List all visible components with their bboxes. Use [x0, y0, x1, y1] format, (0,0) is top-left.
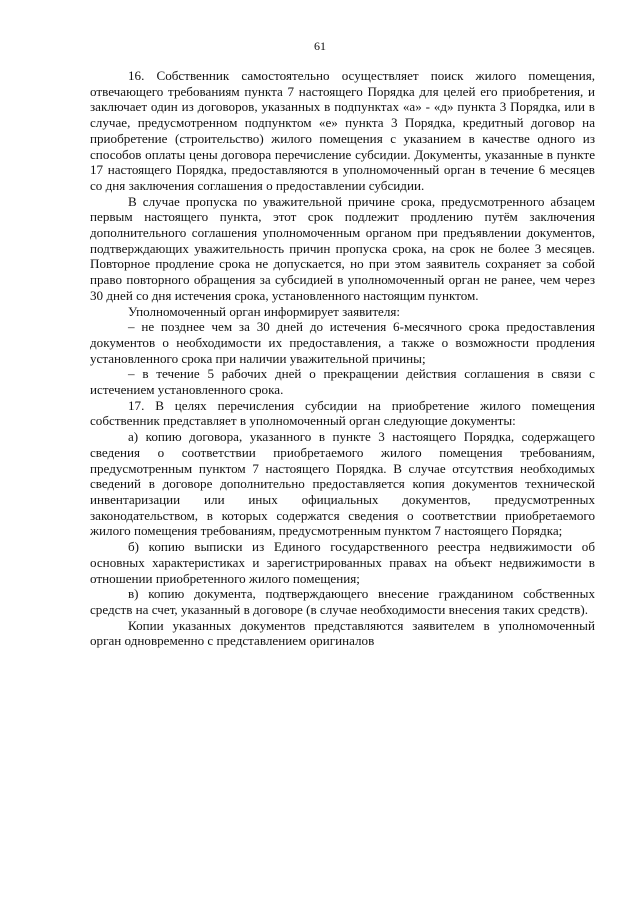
paragraph-17-v: в) копию документа, подтверждающего внесение гражданином собственных средств на счет, указанный в договоре (в случае необходимости внесения таких средств). [90, 586, 595, 617]
paragraph-inform-item-2: – в течение 5 рабочих дней о прекращении действия соглашения в связи с истечением установленного срока. [90, 366, 595, 398]
paragraph-17-b: б) копию выписки из Единого государственного реестра недвижимости об основных характеристиках и зарегистрированных правах на объект недвижимости в отношении приобретенного жилого помещения; [90, 539, 595, 586]
paragraph-copies: Копии указанных документов представляются заявителем в уполномоченный орган одновременно с представлением оригиналов [90, 617, 595, 649]
paragraph-16: 16. Собственник самостоятельно осуществляет поиск жилого помещения, отвечающего требованиям пункта 7 настоящего Порядка для целей его приобретения, и заключает один из договоров, указанных в подпунктах «а» - «д» пункта 3 Порядка, или в случае, предусмотренном подпунктом «е» пункта 3 Порядка, кредитный договор на приобретение (строительство) жилого помещения с указанием в качестве одного из способов оплаты цены договора перечисление субсидии. Документы, указанные в пункте 17 настоящего Порядка, предоставляются в уполномоченный орган в течение 6 месяцев со дня заключения соглашения о предоставлении субсидии. [90, 68, 595, 193]
paragraph-deadline-extension: В случае пропуска по уважительной причине срока, предусмотренного абзацем первым настоящего пункта, этот срок подлежит продлению путём заключения дополнительного соглашения уполномоченным органом при предъявлении документов, подтверждающих уважительность причин пропуска срока, на срок не более 3 месяцев. Повторное продление срока не допускается, но при этом заявитель сохраняет за собой право повторного обращения за субсидией в уполномоченный орган не ранее, чем через 30 дней со дня истечения срока, установленного настоящим пунктом. [90, 193, 595, 303]
paragraph-informs: Уполномоченный орган информирует заявителя: [128, 303, 401, 319]
paragraph-17-a: а) копию договора, указанного в пункте 3 настоящего Порядка, содержащего сведения о соответствии приобретаемого жилого помещения требованиям, предусмотренным пунктом 7 настоящего Порядка. В случае отсутствия необходимых сведений в договоре дополнительно предоставляется копия документов технической инвентаризации или иных официальных документов, предусмотренных законодательством, в которых содержатся сведения о соответствии приобретаемого жилого помещения требованиям, предусмотренным пунктом 7 настоящего Порядка; [90, 429, 595, 539]
paragraph-17: 17. В целях перечисления субсидии на приобретение жилого помещения собственник представляет в уполномоченный орган следующие документы: [90, 397, 595, 429]
body-text [90, 68, 595, 649]
page-number: 61 [314, 39, 326, 53]
paragraph-inform-item-1: – не позднее чем за 30 дней до истечения 6-месячного срока предоставления документов о необходимости их предоставления, а также о возможности продления установленного срока при наличии уважительной причины; [90, 319, 595, 366]
